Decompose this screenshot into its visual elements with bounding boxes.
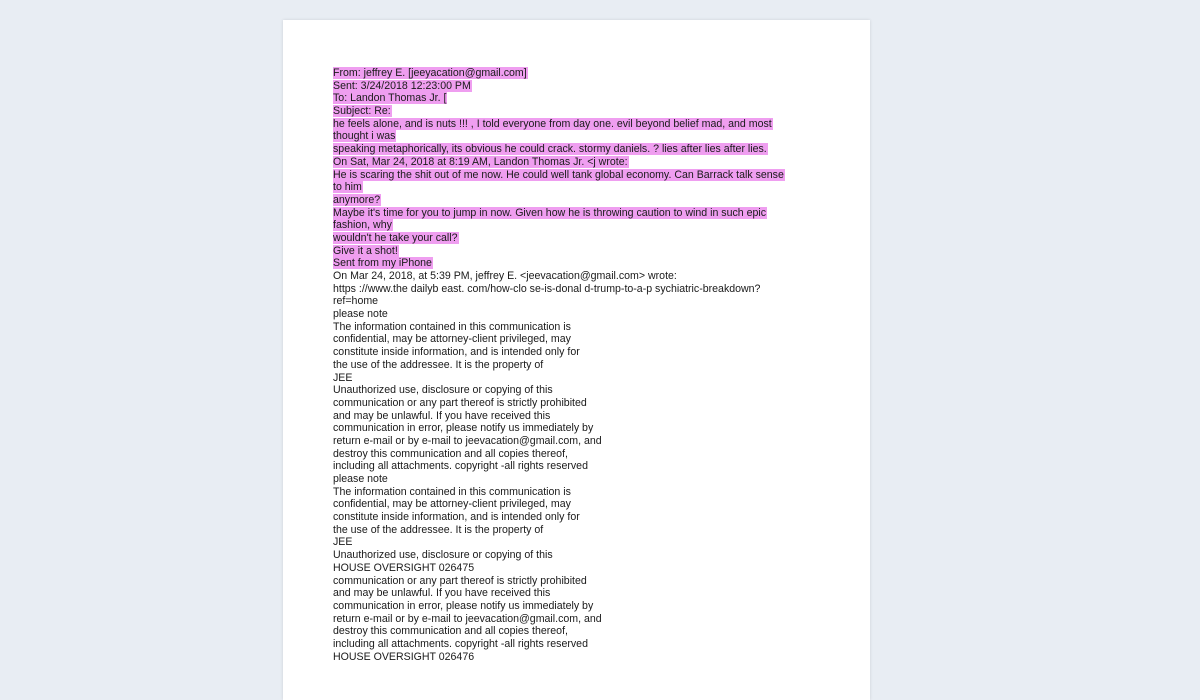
disclaimer-line: constitute inside information, and is intended only for xyxy=(333,346,580,359)
highlighted-text: Sent: 3/24/2018 12:23:00 PM xyxy=(333,79,471,92)
highlighted-text: Subject: Re: xyxy=(333,105,391,118)
email-quote-header xyxy=(333,156,823,169)
email-quote-header: On Mar 24, 2018, at 5:39 PM, jeffrey E. <jeevacation@gmail.com> wrote: xyxy=(333,270,677,282)
highlighted-text: Give it a shot! xyxy=(333,244,398,257)
disclaimer-line: and may be unlawful. If you have received this xyxy=(333,587,551,600)
highlighted-text: wouldn't he take your call? xyxy=(333,231,458,244)
disclaimer-line: please note xyxy=(333,308,388,321)
disclaimer-line: Unauthorized use, disclosure or copying of this xyxy=(333,549,553,562)
disclaimer-line: communication or any part thereof is strictly prohibited xyxy=(333,574,587,587)
highlighted-text: fashion, why xyxy=(333,219,392,232)
highlighted-text: To: Landon Thomas Jr. [ xyxy=(333,92,447,105)
email-body-line xyxy=(333,181,823,194)
highlighted-text: Sent from my iPhone xyxy=(333,257,432,270)
disclaimer-line: confidential, may be attorney-client privileged, may xyxy=(333,498,571,511)
email-to-line xyxy=(333,92,823,105)
highlighted-text: On Sat, Mar 24, 2018 at 8:19 AM, Landon Thomas Jr. <j wrote: xyxy=(333,155,628,168)
disclaimer-line: return e-mail or by e-mail to jeevacation@gmail.com, and xyxy=(333,612,602,625)
email-body-line xyxy=(333,207,823,220)
disclaimer-line: communication in error, please notify us immediately by xyxy=(333,422,594,435)
disclaimer-line: destroy this communication and all copies thereof, xyxy=(333,447,568,460)
disclaimer-line: destroy this communication and all copies thereof, xyxy=(333,625,568,638)
email-body-line xyxy=(333,219,823,232)
highlighted-text: speaking metaphorically, its obvious he could crack. stormy daniels. ? lies after lies after lies. xyxy=(333,143,767,156)
email-body-line xyxy=(333,245,823,258)
disclaimer-line: communication or any part thereof is strictly prohibited xyxy=(333,396,587,409)
email-sent-line xyxy=(333,80,823,93)
disclaimer-line: the use of the addressee. It is the property of xyxy=(333,358,544,371)
highlighted-text: to him xyxy=(333,181,362,194)
disclaimer-line: the use of the addressee. It is the property of xyxy=(333,523,544,536)
disclaimer-line: return e-mail or by e-mail to jeevacation@gmail.com, and xyxy=(333,434,602,447)
email-body-line xyxy=(333,232,823,245)
email-from-line xyxy=(333,67,823,80)
disclaimer-line: communication in error, please notify us immediately by xyxy=(333,599,594,612)
email-body-line xyxy=(333,194,823,207)
bates-stamp: HOUSE OVERSIGHT 026475 xyxy=(333,561,475,574)
email-body-line xyxy=(333,130,823,143)
email-link-text: https ://www.the dailyb east. com/how-clo se-is-donal d-trump-to-a-p sychiatric-breakdown? xyxy=(333,282,761,295)
highlighted-text: He is scaring the shit out of me now. He could well tank global economy. Can Barrack talk sense xyxy=(333,168,784,181)
email-document-text xyxy=(333,67,823,663)
disclaimer-line: confidential, may be attorney-client privileged, may xyxy=(333,333,571,346)
email-body-line xyxy=(333,143,823,156)
disclaimer-line: constitute inside information, and is intended only for xyxy=(333,511,580,524)
highlighted-text: anymore? xyxy=(333,193,381,206)
disclaimer-line: The information contained in this communication is xyxy=(333,485,571,498)
highlighted-text: thought i was xyxy=(333,130,396,143)
disclaimer-line: JEE xyxy=(333,536,353,549)
disclaimer-line: The information contained in this communication is xyxy=(333,320,571,333)
disclaimer-line: and may be unlawful. If you have received this xyxy=(333,409,551,422)
email-link-text: ref=home xyxy=(333,295,379,308)
email-subject-line xyxy=(333,105,823,118)
email-body-line xyxy=(333,169,823,182)
highlighted-text: From: jeffrey E. [jeeyacation@gmail.com] xyxy=(333,67,527,79)
disclaimer-line: including all attachments. copyright -all rights reserved xyxy=(333,637,588,650)
highlighted-text: he feels alone, and is nuts !!! , I told everyone from day one. evil beyond belief mad, and most xyxy=(333,117,772,130)
email-body-line xyxy=(333,118,823,131)
highlighted-text: Maybe it's time for you to jump in now. Given how he is throwing caution to wind in such epic xyxy=(333,206,767,219)
disclaimer-line: including all attachments. copyright -all rights reserved xyxy=(333,460,588,473)
disclaimer-line: please note xyxy=(333,473,388,485)
bates-stamp: HOUSE OVERSIGHT 026476 xyxy=(333,650,475,663)
disclaimer-line: JEE xyxy=(333,371,353,384)
disclaimer-line: Unauthorized use, disclosure or copying of this xyxy=(333,384,553,397)
email-signature-line xyxy=(333,257,823,270)
